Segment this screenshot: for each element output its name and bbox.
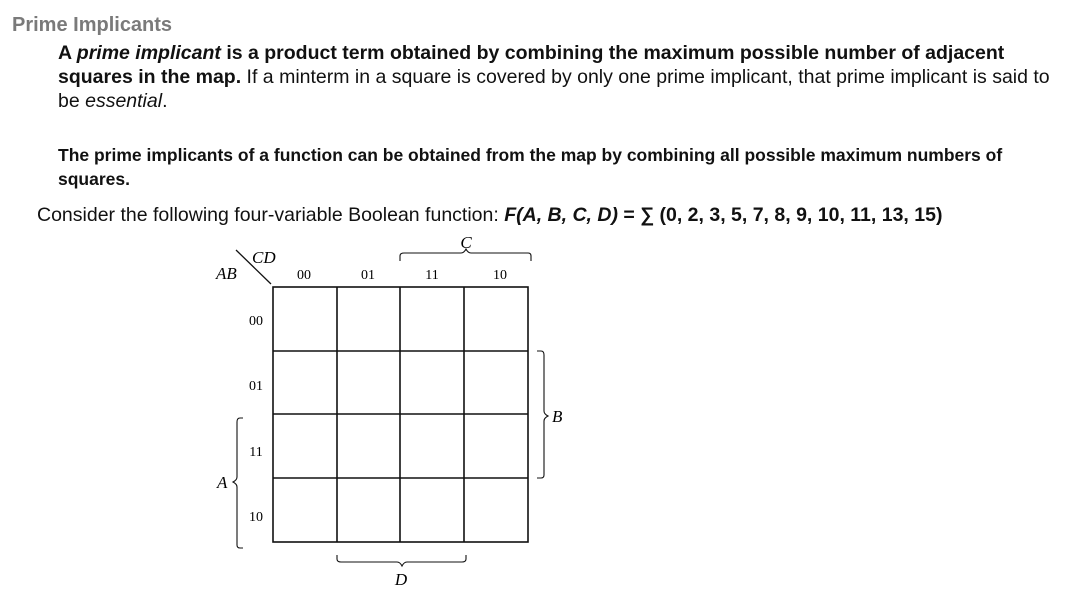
row-label-00: 00 — [249, 314, 263, 329]
minterm-list: (0, 2, 3, 5, 7, 8, 9, 10, 11, 13, 15) — [654, 204, 943, 226]
definition-essential: essential — [85, 90, 163, 112]
definition-lead: A — [58, 42, 77, 64]
d-brace — [337, 555, 466, 566]
a-label: A — [217, 473, 228, 492]
a-brace — [233, 418, 243, 548]
definition-plain: If a minterm in a square is covered by only one prime implicant, that prime implicant is said to be — [58, 66, 1050, 112]
c-label: C — [460, 233, 472, 252]
consider-text: Consider the following four-variable Boolean function: — [37, 204, 505, 226]
function-equals: = — [617, 204, 641, 226]
col-label-01: 01 — [361, 268, 375, 283]
d-label: D — [394, 570, 408, 589]
row-label-11: 11 — [249, 445, 263, 460]
definition-end: . — [162, 90, 168, 112]
definition-term: prime implicant — [76, 42, 221, 64]
section-title: Prime Implicants — [12, 14, 173, 36]
row-label-10: 10 — [249, 510, 263, 525]
sigma-symbol: ∑ — [640, 204, 655, 226]
b-label: B — [552, 407, 563, 426]
prime-implicant-note: The prime implicants of a function can be obtained from the map by combining all possible maximum numbers of squares. — [58, 145, 1003, 189]
b-brace — [537, 351, 548, 478]
col-label-10: 10 — [493, 268, 507, 283]
function-name: F(A, B, C, D) — [504, 204, 618, 226]
kmap-grid — [273, 287, 528, 542]
row-var-label: AB — [216, 264, 237, 283]
row-label-01: 01 — [249, 379, 263, 394]
col-label-00: 00 — [297, 268, 311, 283]
col-label-11: 11 — [425, 268, 439, 283]
col-var-label: CD — [252, 248, 276, 267]
definition-bold-rest: is a product term obtained by combining the maximum possible number of adjacent squares in the map. — [58, 42, 1005, 88]
